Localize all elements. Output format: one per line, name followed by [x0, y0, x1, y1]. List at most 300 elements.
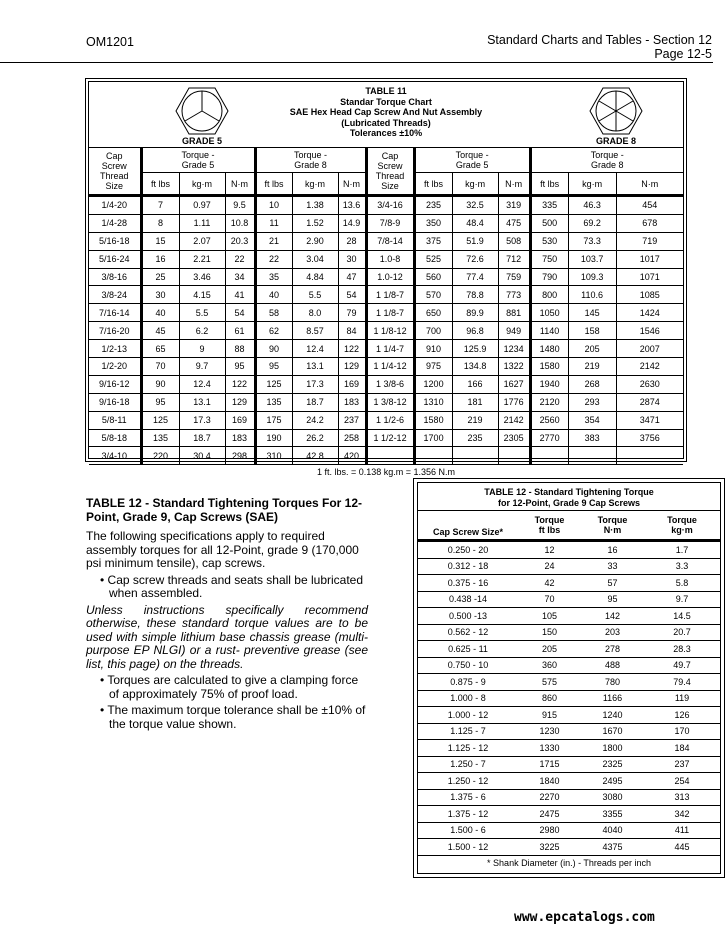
table-cell: 220 — [141, 447, 179, 465]
table-cell: 1240 — [581, 707, 644, 724]
table-cell: 42.8 — [292, 447, 338, 465]
table-cell: 17.3 — [292, 375, 338, 393]
table-cell: 3.04 — [292, 250, 338, 268]
table-cell: 3/8-16 — [89, 268, 141, 286]
table-cell: 475 — [498, 214, 530, 232]
table-row — [418, 575, 720, 592]
table-cell: 5.5 — [179, 304, 225, 322]
table-cell: 1.125 - 7 — [418, 723, 518, 740]
table-cell: 28.3 — [644, 641, 720, 658]
bullet-list — [86, 574, 368, 601]
grade5-label: GRADE 5 — [181, 136, 222, 146]
table-cell: 119 — [644, 690, 720, 707]
table-cell: 73.3 — [568, 232, 616, 250]
table-cell: 1776 — [498, 393, 530, 411]
kgm-header: Torque kg·m — [644, 511, 720, 541]
table-cell: 57 — [581, 575, 644, 592]
table-cell — [366, 447, 414, 465]
table-row — [418, 624, 720, 641]
table-cell: 105 — [518, 608, 581, 625]
table-cell: 122 — [338, 340, 366, 358]
cap-screw-header: Cap Screw Thread Size — [366, 148, 414, 196]
table-cell: 90 — [141, 375, 179, 393]
table-cell: 34 — [225, 268, 255, 286]
table-row — [418, 839, 720, 856]
table-cell: 773 — [498, 286, 530, 304]
table-cell: 1 1/4-7 — [366, 340, 414, 358]
table-cell: 560 — [414, 268, 452, 286]
table-cell: 48.4 — [452, 214, 498, 232]
table-row — [418, 558, 720, 575]
table-cell: 10.8 — [225, 214, 255, 232]
title-line: TABLE 12 - Standard Tightening Torque — [484, 487, 654, 497]
table-11-box — [85, 78, 687, 478]
table-cell: 24.2 — [292, 411, 338, 429]
table-cell: 145 — [568, 304, 616, 322]
table-row — [418, 641, 720, 658]
table-cell: 1.500 - 12 — [418, 839, 518, 856]
table-cell: 2980 — [518, 822, 581, 839]
unit-header: kg·m — [179, 173, 225, 196]
title-line: TABLE 11 — [365, 86, 407, 96]
intro-paragraph: The following specifications apply to required assembly torques for all 12-Point, grade 9 (170,000 psi minimum tensile), cap screws. — [86, 529, 359, 570]
table-cell: 78.8 — [452, 286, 498, 304]
table-cell: 205 — [568, 340, 616, 358]
nm-header: Torque N·m — [581, 511, 644, 541]
table-cell: 4.84 — [292, 268, 338, 286]
table-row — [418, 806, 720, 823]
unit-header: ft lbs — [530, 173, 568, 196]
table-cell: 134.8 — [452, 358, 498, 376]
table-cell: 65 — [141, 340, 179, 358]
table-cell: 175 — [255, 411, 292, 429]
table-cell: 22 — [225, 250, 255, 268]
table-cell: 9.7 — [179, 358, 225, 376]
table-cell: 122 — [225, 375, 255, 393]
table-cell: 158 — [568, 322, 616, 340]
table-cell: 47 — [338, 268, 366, 286]
table-cell: 15 — [141, 232, 179, 250]
table-cell: 125 — [141, 411, 179, 429]
table-cell: 1 1/2-6 — [366, 411, 414, 429]
table-cell: 13.1 — [179, 393, 225, 411]
table-cell: 335 — [530, 196, 568, 215]
table-cell: 1.375 - 6 — [418, 789, 518, 806]
table-cell: 166 — [452, 375, 498, 393]
table-cell: 8.57 — [292, 322, 338, 340]
table-cell: 135 — [141, 429, 179, 447]
table-cell: 278 — [581, 641, 644, 658]
table-row — [418, 740, 720, 757]
table-cell: 860 — [518, 690, 581, 707]
table-cell: 2495 — [581, 773, 644, 790]
table-cell: 1.0-8 — [366, 250, 414, 268]
table-cell — [414, 447, 452, 465]
table-cell: 3/4-16 — [366, 196, 414, 215]
table-cell — [616, 447, 683, 465]
table-cell: 3355 — [581, 806, 644, 823]
table-cell: 32.5 — [452, 196, 498, 215]
table-cell: 1330 — [518, 740, 581, 757]
unit-header: N·m — [616, 173, 683, 196]
table-cell: 5/16-24 — [89, 250, 141, 268]
cap-screw-size-header: Cap Screw Size* — [418, 511, 518, 541]
table-cell: 70 — [518, 591, 581, 608]
table-cell: 142 — [581, 608, 644, 625]
table-cell: 0.250 - 20 — [418, 541, 518, 559]
table-cell: 5.8 — [644, 575, 720, 592]
table-cell: 2142 — [498, 411, 530, 429]
table-cell: 30 — [338, 250, 366, 268]
table-row — [89, 375, 683, 393]
table-cell: 910 — [414, 340, 452, 358]
table-cell: 293 — [568, 393, 616, 411]
table-cell: 2142 — [616, 358, 683, 376]
table-cell: 1/2-20 — [89, 358, 141, 376]
table-cell: 89.9 — [452, 304, 498, 322]
table-cell: 150 — [518, 624, 581, 641]
table-cell: 4.15 — [179, 286, 225, 304]
table-cell: 650 — [414, 304, 452, 322]
table-cell: 10 — [255, 196, 292, 215]
table-11-title — [239, 86, 533, 139]
table-cell: 90 — [255, 340, 292, 358]
table-cell: 14.5 — [644, 608, 720, 625]
cap-screw-header: Cap Screw Thread Size — [89, 148, 141, 196]
table-cell: 49.7 — [644, 657, 720, 674]
table-cell: 7/8-14 — [366, 232, 414, 250]
table-cell: 237 — [338, 411, 366, 429]
table-cell: 1166 — [581, 690, 644, 707]
table-cell: 96.8 — [452, 322, 498, 340]
table-row — [418, 707, 720, 724]
table-cell: 129 — [225, 393, 255, 411]
table-cell: 254 — [644, 773, 720, 790]
table-cell: 360 — [518, 657, 581, 674]
table-row — [418, 541, 720, 559]
table-cell: 454 — [616, 196, 683, 215]
table-cell — [452, 447, 498, 465]
table-11-header — [89, 82, 683, 148]
table-cell: 3.46 — [179, 268, 225, 286]
table-cell: 570 — [414, 286, 452, 304]
table-cell: 5/8-11 — [89, 411, 141, 429]
italic-paragraph: Unless instructions specifically recommend otherwise, these standard torque values are to be used with simple lithium base chassis grease (multi-purpose EP NLGI) or a rust- preventive grease (see list, this page) on the threads. — [86, 602, 368, 671]
unit-header: N·m — [225, 173, 255, 196]
torque-grade8-header: Torque - Grade 8 — [530, 148, 683, 173]
unit-header: N·m — [338, 173, 366, 196]
table-cell: 1230 — [518, 723, 581, 740]
table-cell: 0.500 -13 — [418, 608, 518, 625]
table-cell: 3/8-24 — [89, 286, 141, 304]
table-cell: 1310 — [414, 393, 452, 411]
unit-header: kg·m — [292, 173, 338, 196]
table-cell: 3225 — [518, 839, 581, 856]
table-row — [418, 690, 720, 707]
table-cell: 109.3 — [568, 268, 616, 286]
table-cell: 62 — [255, 322, 292, 340]
section-title: Standard Charts and Tables - Section 12 — [487, 33, 712, 47]
table-cell: 237 — [644, 756, 720, 773]
table-row — [89, 358, 683, 376]
table-cell: 12 — [518, 541, 581, 559]
table-cell: 3756 — [616, 429, 683, 447]
table-row — [418, 789, 720, 806]
table-cell: 508 — [498, 232, 530, 250]
table-cell: 3.3 — [644, 558, 720, 575]
title-line: Tolerances ±10% — [349, 128, 423, 138]
unit-header: ft lbs — [255, 173, 292, 196]
table-row — [418, 756, 720, 773]
table-cell: 488 — [581, 657, 644, 674]
bullet-item: • Torques are calculated to give a clamping force of approximately 75% of proof load. — [100, 673, 359, 701]
section-heading: TABLE 12 - Standard Tightening Torques For 12-Point, Grade 9, Cap Screws (SAE) — [86, 496, 363, 524]
table-cell: 26.2 — [292, 429, 338, 447]
table-cell: 1580 — [414, 411, 452, 429]
table-cell: 2874 — [616, 393, 683, 411]
table-cell: 203 — [581, 624, 644, 641]
table-cell: 1715 — [518, 756, 581, 773]
table-row — [418, 723, 720, 740]
table-cell: 58 — [255, 304, 292, 322]
bullet-item: • The maximum torque tolerance shall be ±10% of the torque value shown. — [100, 703, 366, 731]
table-row — [89, 286, 683, 304]
table-cell: 342 — [644, 806, 720, 823]
table-cell: 750 — [530, 250, 568, 268]
table-cell: 17.3 — [179, 411, 225, 429]
table-cell: 2475 — [518, 806, 581, 823]
section-header — [487, 33, 712, 61]
table-cell: 0.438 -14 — [418, 591, 518, 608]
table-cell: 1/4-28 — [89, 214, 141, 232]
table-cell: 1840 — [518, 773, 581, 790]
table-cell: 2.07 — [179, 232, 225, 250]
table-cell: 77.4 — [452, 268, 498, 286]
table-cell — [568, 447, 616, 465]
table-cell: 383 — [568, 429, 616, 447]
table-cell: 25 — [141, 268, 179, 286]
table-cell: 780 — [581, 674, 644, 691]
table-cell: 181 — [452, 393, 498, 411]
bullet-list — [86, 674, 368, 731]
table-cell: 411 — [644, 822, 720, 839]
table-cell: 61 — [225, 322, 255, 340]
title-line: SAE Hex Head Cap Screw And Nut Assembly — [289, 107, 483, 117]
table-cell: 1.375 - 12 — [418, 806, 518, 823]
table-cell: 1940 — [530, 375, 568, 393]
table-row — [89, 322, 683, 340]
table-cell: 0.562 - 12 — [418, 624, 518, 641]
table-cell: 0.312 - 18 — [418, 558, 518, 575]
table-cell: 22 — [255, 250, 292, 268]
table-cell: 3080 — [581, 789, 644, 806]
table-cell: 95 — [581, 591, 644, 608]
ftlbs-header: Torque ft lbs — [518, 511, 581, 541]
table-cell: 13.6 — [338, 196, 366, 215]
table-cell: 350 — [414, 214, 452, 232]
table-cell: 95 — [255, 358, 292, 376]
table-cell: 16 — [581, 541, 644, 559]
table-cell: 3471 — [616, 411, 683, 429]
table-cell: 1 1/4-12 — [366, 358, 414, 376]
table-cell: 354 — [568, 411, 616, 429]
table-cell: 28 — [338, 232, 366, 250]
table-cell: 1200 — [414, 375, 452, 393]
table-cell: 45 — [141, 322, 179, 340]
table-cell: 445 — [644, 839, 720, 856]
table-cell: 14.9 — [338, 214, 366, 232]
grade8-bolt-head — [581, 86, 651, 146]
table-cell: 525 — [414, 250, 452, 268]
table-cell: 1.38 — [292, 196, 338, 215]
table-cell: 1 1/8-12 — [366, 322, 414, 340]
table-cell: 40 — [255, 286, 292, 304]
table-cell: 1140 — [530, 322, 568, 340]
table-cell: 135 — [255, 393, 292, 411]
table-cell: 190 — [255, 429, 292, 447]
table-cell: 1.125 - 12 — [418, 740, 518, 757]
table-row — [89, 304, 683, 322]
table-cell: 1.11 — [179, 214, 225, 232]
table-cell: 1800 — [581, 740, 644, 757]
table-cell: 103.7 — [568, 250, 616, 268]
unit-header: kg·m — [452, 173, 498, 196]
table-cell: 1 3/8-12 — [366, 393, 414, 411]
table-cell: 7 — [141, 196, 179, 215]
hex-bolt-grade5-icon — [175, 86, 229, 136]
table-cell: 1.7 — [644, 541, 720, 559]
table-cell: 12.4 — [292, 340, 338, 358]
table-cell: 1546 — [616, 322, 683, 340]
hex-bolt-grade8-icon — [589, 86, 643, 136]
bullet-item: • Cap screw threads and seats shall be lubricated when assembled. — [100, 572, 364, 600]
table-12-footnote: * Shank Diameter (in.) - Threads per inch — [487, 857, 651, 868]
table-cell: 235 — [414, 196, 452, 215]
table-cell: 126 — [644, 707, 720, 724]
grade8-label: GRADE 8 — [595, 136, 636, 146]
table-cell: 72.6 — [452, 250, 498, 268]
table-cell: 16 — [141, 250, 179, 268]
table-cell: 1.500 - 6 — [418, 822, 518, 839]
table-cell: 1580 — [530, 358, 568, 376]
table-cell: 298 — [225, 447, 255, 465]
table-cell: 2325 — [581, 756, 644, 773]
table-11 — [89, 148, 683, 465]
title-line: for 12-Point, Grade 9 Cap Screws — [497, 498, 641, 508]
table-row — [89, 268, 683, 286]
table-cell: 5.5 — [292, 286, 338, 304]
table-cell: 1234 — [498, 340, 530, 358]
table-cell: 258 — [338, 429, 366, 447]
table-cell: 3/4-10 — [89, 447, 141, 465]
table-11-footnote: 1 ft. lbs. = 0.138 kg.m = 1.356 N.m — [316, 467, 456, 478]
table-cell: 205 — [518, 641, 581, 658]
table-cell: 18.7 — [179, 429, 225, 447]
table-cell: 125 — [255, 375, 292, 393]
table-row — [89, 393, 683, 411]
table-cell: 5/16-18 — [89, 232, 141, 250]
unit-header: ft lbs — [414, 173, 452, 196]
table-cell: 9/16-18 — [89, 393, 141, 411]
unit-header: kg·m — [568, 173, 616, 196]
table-cell: 310 — [255, 447, 292, 465]
table-cell: 2560 — [530, 411, 568, 429]
page-number: Page 12-5 — [654, 47, 712, 61]
table-cell: 169 — [338, 375, 366, 393]
table-cell: 1050 — [530, 304, 568, 322]
table-cell: 530 — [530, 232, 568, 250]
table-cell: 881 — [498, 304, 530, 322]
unit-header: N·m — [498, 173, 530, 196]
table-cell: 12.4 — [179, 375, 225, 393]
table-cell: 51.9 — [452, 232, 498, 250]
table-cell: 169 — [225, 411, 255, 429]
table-cell: 0.625 - 11 — [418, 641, 518, 658]
table-cell: 95 — [225, 358, 255, 376]
table-cell: 1/4-20 — [89, 196, 141, 215]
table-cell: 0.375 - 16 — [418, 575, 518, 592]
table-cell: 30 — [141, 286, 179, 304]
table-cell: 79 — [338, 304, 366, 322]
table-cell: 2770 — [530, 429, 568, 447]
table-cell: 84 — [338, 322, 366, 340]
table-cell: 20.3 — [225, 232, 255, 250]
table-cell: 313 — [644, 789, 720, 806]
table-cell: 54 — [225, 304, 255, 322]
table-cell: 219 — [568, 358, 616, 376]
table-cell: 1322 — [498, 358, 530, 376]
table-cell: 183 — [338, 393, 366, 411]
table-cell: 1700 — [414, 429, 452, 447]
table-cell: 1480 — [530, 340, 568, 358]
table-cell: 0.750 - 10 — [418, 657, 518, 674]
table-cell: 9.5 — [225, 196, 255, 215]
table-cell: 42 — [518, 575, 581, 592]
table-cell: 1.0-12 — [366, 268, 414, 286]
table-cell: 5/8-18 — [89, 429, 141, 447]
table-cell: 1071 — [616, 268, 683, 286]
table-row — [89, 214, 683, 232]
table-cell: 7/8-9 — [366, 214, 414, 232]
table-cell: 54 — [338, 286, 366, 304]
header-rule — [0, 62, 713, 63]
table-row — [89, 447, 683, 465]
table-cell: 0.97 — [179, 196, 225, 215]
table-row — [418, 674, 720, 691]
table-cell: 712 — [498, 250, 530, 268]
table-cell: 9/16-12 — [89, 375, 141, 393]
table-cell: 2120 — [530, 393, 568, 411]
table-row — [418, 608, 720, 625]
table-cell: 46.3 — [568, 196, 616, 215]
table-cell: 1017 — [616, 250, 683, 268]
table-cell: 319 — [498, 196, 530, 215]
table-cell: 9 — [179, 340, 225, 358]
table-cell: 375 — [414, 232, 452, 250]
table-row — [89, 429, 683, 447]
table-12 — [418, 511, 720, 856]
table-cell: 2.21 — [179, 250, 225, 268]
torque-grade8-header: Torque - Grade 8 — [255, 148, 366, 173]
table-cell: 88 — [225, 340, 255, 358]
table-cell: 6.2 — [179, 322, 225, 340]
table-cell: 184 — [644, 740, 720, 757]
table-cell: 2.90 — [292, 232, 338, 250]
table-cell: 69.2 — [568, 214, 616, 232]
table-cell: 95 — [141, 393, 179, 411]
table-row — [89, 196, 683, 215]
table-cell: 1.250 - 7 — [418, 756, 518, 773]
